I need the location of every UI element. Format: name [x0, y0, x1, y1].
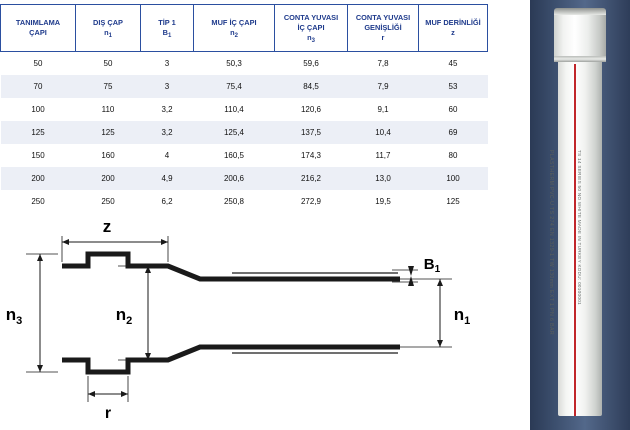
- label-n3-base: n: [5, 305, 17, 324]
- cell-conta-ic-capi: 272,9: [275, 190, 348, 213]
- cell-tip1: 4: [141, 144, 194, 167]
- cell-tanimlama-capi: 100: [1, 98, 76, 121]
- spec-table: [0, 4, 488, 213]
- pipe-red-stripe: [574, 64, 576, 416]
- pipe-marking-line2: TS 14 SERIES 50 NO WHITE MADE IN TURKEY KODU: 00100001: [577, 150, 582, 305]
- label-n1-sub: 1: [464, 315, 471, 327]
- cell-dis-cap: 110: [76, 98, 141, 121]
- table-row: [1, 167, 488, 190]
- cell-conta-genisligi: 13,0: [348, 167, 419, 190]
- pipe-socket-ring: [554, 56, 606, 62]
- cell-dis-cap: 125: [76, 121, 141, 144]
- col-header-line1: CONTA YUVASI: [283, 12, 339, 22]
- b1-arrow-up: [408, 266, 414, 276]
- cell-dis-cap: 50: [76, 52, 141, 76]
- col-header-line1: MUF İÇ ÇAPI: [211, 17, 257, 27]
- table-row: [1, 144, 488, 167]
- cell-tip1: 6,2: [141, 190, 194, 213]
- col-header-line3: r: [381, 32, 385, 42]
- lower-profile-line: [62, 347, 400, 372]
- table-row: [1, 98, 488, 121]
- cell-muf-ic-capi: 125,4: [194, 121, 275, 144]
- n3-arrow-top: [37, 254, 43, 261]
- n1-arrow-bottom: [437, 340, 443, 347]
- table-row: [1, 75, 488, 98]
- col-header-dis-cap: [76, 5, 141, 52]
- cell-muf-derinligi: 60: [419, 98, 488, 121]
- col-header-conta-yuvasi-ic-capi: [275, 5, 348, 52]
- col-header-line3: $n_3$: [307, 32, 315, 44]
- col-header-line1: TİP 1: [158, 17, 176, 27]
- cell-conta-ic-capi: 174,3: [275, 144, 348, 167]
- col-header-conta-yuvasi-genisligi: [348, 5, 419, 52]
- n3-arrow-bottom: [37, 365, 43, 372]
- z-arrow-right: [161, 239, 168, 245]
- cell-conta-ic-capi: 216,2: [275, 167, 348, 190]
- cell-tanimlama-capi: 250: [1, 190, 76, 213]
- spec-table-container: [0, 4, 481, 213]
- label-n2-base: n: [115, 305, 127, 324]
- col-header-line2: İÇ ÇAPI: [297, 22, 325, 32]
- cell-muf-derinligi: 53: [419, 75, 488, 98]
- cell-muf-ic-capi: 250,8: [194, 190, 275, 213]
- col-header-tip1: [141, 5, 194, 52]
- table-row: [1, 121, 488, 144]
- spec-table-body: [1, 52, 488, 214]
- label-b1-base: B: [423, 256, 435, 273]
- cell-conta-genisligi: 11,7: [348, 144, 419, 167]
- cell-muf-ic-capi: 75,4: [194, 75, 275, 98]
- col-header-line1: CONTA YUVASI: [355, 13, 411, 23]
- cell-conta-genisligi: 19,5: [348, 190, 419, 213]
- cell-tanimlama-capi: 150: [1, 144, 76, 167]
- pipe-socket-lip: [554, 8, 606, 15]
- cell-tanimlama-capi: 50: [1, 52, 76, 76]
- cell-tip1: 4,9: [141, 167, 194, 190]
- label-n3: [6, 305, 23, 327]
- label-b1-sub: 1: [434, 264, 441, 275]
- cell-conta-ic-capi: 84,5: [275, 75, 348, 98]
- cell-conta-genisligi: 7,9: [348, 75, 419, 98]
- spec-table-head: [1, 5, 488, 52]
- upper-profile-line: [62, 254, 400, 279]
- col-header-muf-ic-capi: [194, 5, 275, 52]
- col-header-muf-derinligi: [419, 5, 488, 52]
- col-header-line2: z: [451, 28, 455, 37]
- col-header-line1: DIŞ ÇAP: [93, 17, 123, 27]
- r-arrow-left: [88, 391, 95, 397]
- label-r: r: [104, 405, 112, 422]
- col-header-line2: $n_1$: [104, 27, 112, 39]
- pipe-cross-section-diagram: [0, 196, 520, 430]
- label-n1: [454, 305, 471, 327]
- cell-conta-genisligi: 7,8: [348, 52, 419, 76]
- cell-conta-ic-capi: 120,6: [275, 98, 348, 121]
- col-header-line2: GENİŞLİĞİ: [364, 23, 402, 32]
- col-header-line2: $n_2$: [230, 27, 238, 39]
- cell-muf-ic-capi: 200,6: [194, 167, 275, 190]
- cell-muf-derinligi: 100: [419, 167, 488, 190]
- cell-tip1: 3,2: [141, 121, 194, 144]
- label-n1-base: n: [453, 305, 465, 324]
- pipe-socket: [554, 10, 606, 62]
- cell-muf-derinligi: 125: [419, 190, 488, 213]
- cell-muf-ic-capi: 110,4: [194, 98, 275, 121]
- label-z: z: [102, 217, 112, 236]
- cell-tanimlama-capi: 70: [1, 75, 76, 98]
- label-n2-sub: 2: [126, 315, 133, 327]
- z-arrow-left: [62, 239, 69, 245]
- cell-dis-cap: 160: [76, 144, 141, 167]
- cell-tanimlama-capi: 200: [1, 167, 76, 190]
- cell-conta-ic-capi: 137,5: [275, 121, 348, 144]
- cell-muf-ic-capi: 160,5: [194, 144, 275, 167]
- col-header-tanimlama-capi: [1, 5, 76, 52]
- cell-tip1: 3: [141, 52, 194, 76]
- n1-arrow-top: [437, 279, 443, 286]
- label-b1: [424, 256, 441, 275]
- r-arrow-right: [121, 391, 128, 397]
- cell-conta-ic-capi: 59,6: [275, 52, 348, 76]
- col-header-line2: ÇAPI: [29, 28, 47, 37]
- cell-dis-cap: 250: [76, 190, 141, 213]
- cell-conta-genisligi: 10,4: [348, 121, 419, 144]
- table-header-row: [1, 5, 488, 52]
- diagram-svg: [0, 196, 520, 430]
- col-header-line1: MUF DERİNLİĞİ: [425, 18, 481, 28]
- cell-conta-genisligi: 9,1: [348, 98, 419, 121]
- cell-dis-cap: 200: [76, 167, 141, 190]
- label-n3-sub: 3: [16, 315, 23, 327]
- b1-arrow-down: [408, 276, 414, 286]
- cell-muf-ic-capi: 50,3: [194, 52, 275, 76]
- pipe-marking-line1: PLASTHERM PVC-U TS 274 EN 1329-1 TW 130mm EXT 1 PN 6 BAR: [548, 150, 554, 335]
- cell-muf-derinligi: 69: [419, 121, 488, 144]
- table-row: [1, 52, 488, 76]
- cell-tanimlama-capi: 125: [1, 121, 76, 144]
- pipe-product-photo: [530, 0, 630, 430]
- label-n2: [116, 305, 133, 327]
- col-header-line2: $B_1$: [162, 27, 172, 39]
- cell-tip1: 3,2: [141, 98, 194, 121]
- cell-dis-cap: 75: [76, 75, 141, 98]
- cell-tip1: 3: [141, 75, 194, 98]
- cell-muf-derinligi: 45: [419, 52, 488, 76]
- col-header-line1: TANIMLAMA: [15, 18, 61, 28]
- cell-muf-derinligi: 80: [419, 144, 488, 167]
